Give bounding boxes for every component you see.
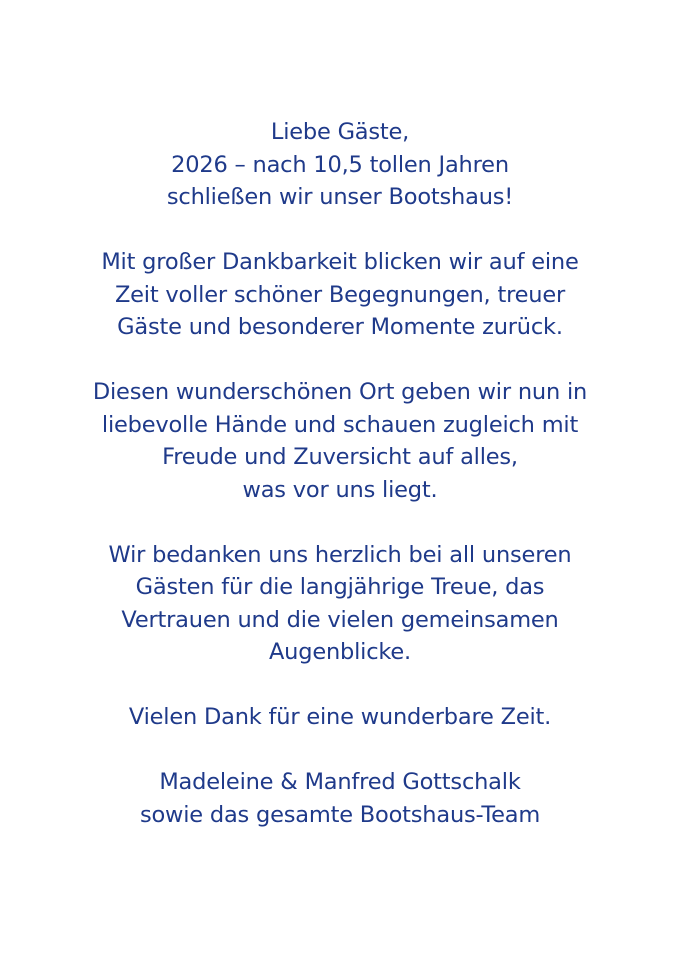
text-line: Gäste und besonderer Momente zurück. xyxy=(117,314,563,340)
announcement-line: 2026 – nach 10,5 tollen Jahren xyxy=(171,151,509,178)
text-line: Zeit voller schöner Begegnungen, treuer xyxy=(114,281,566,308)
thanks-paragraph xyxy=(0,539,680,669)
text-line: liebevolle Hände und schauen zugleich mit xyxy=(101,411,579,438)
text-line: Mit großer Dankbarkeit blicken wir auf eine xyxy=(101,249,579,275)
text-line: Vertrauen und die vielen gemeinsamen xyxy=(121,606,559,633)
text-line: was vor uns liegt. xyxy=(242,476,438,503)
text-line: Wir bedanken uns herzlich bei all unseren xyxy=(108,541,572,568)
closing-paragraph xyxy=(0,701,680,734)
farewell-letter xyxy=(0,116,680,864)
text-line: Freude und Zuversicht auf alles, xyxy=(162,444,518,470)
closing-line: Vielen Dank für eine wunderbare Zeit. xyxy=(128,704,552,730)
text-line: Gästen für die langjährige Treue, das xyxy=(135,574,545,600)
gratitude-paragraph xyxy=(0,246,680,344)
announcement-line: schließen wir unser Bootshaus! xyxy=(166,184,514,210)
signature-names: Madeleine & Manfred Gottschalk xyxy=(159,769,521,795)
text-line: Augenblicke. xyxy=(268,639,411,665)
signature-team: sowie das gesamte Bootshaus-Team xyxy=(139,801,541,828)
handover-paragraph xyxy=(0,376,680,506)
greeting-paragraph xyxy=(0,116,680,214)
signature-paragraph xyxy=(0,766,680,831)
salutation-line: Liebe Gäste, xyxy=(270,119,410,145)
text-line: Diesen wunderschönen Ort geben wir nun in xyxy=(92,379,588,405)
